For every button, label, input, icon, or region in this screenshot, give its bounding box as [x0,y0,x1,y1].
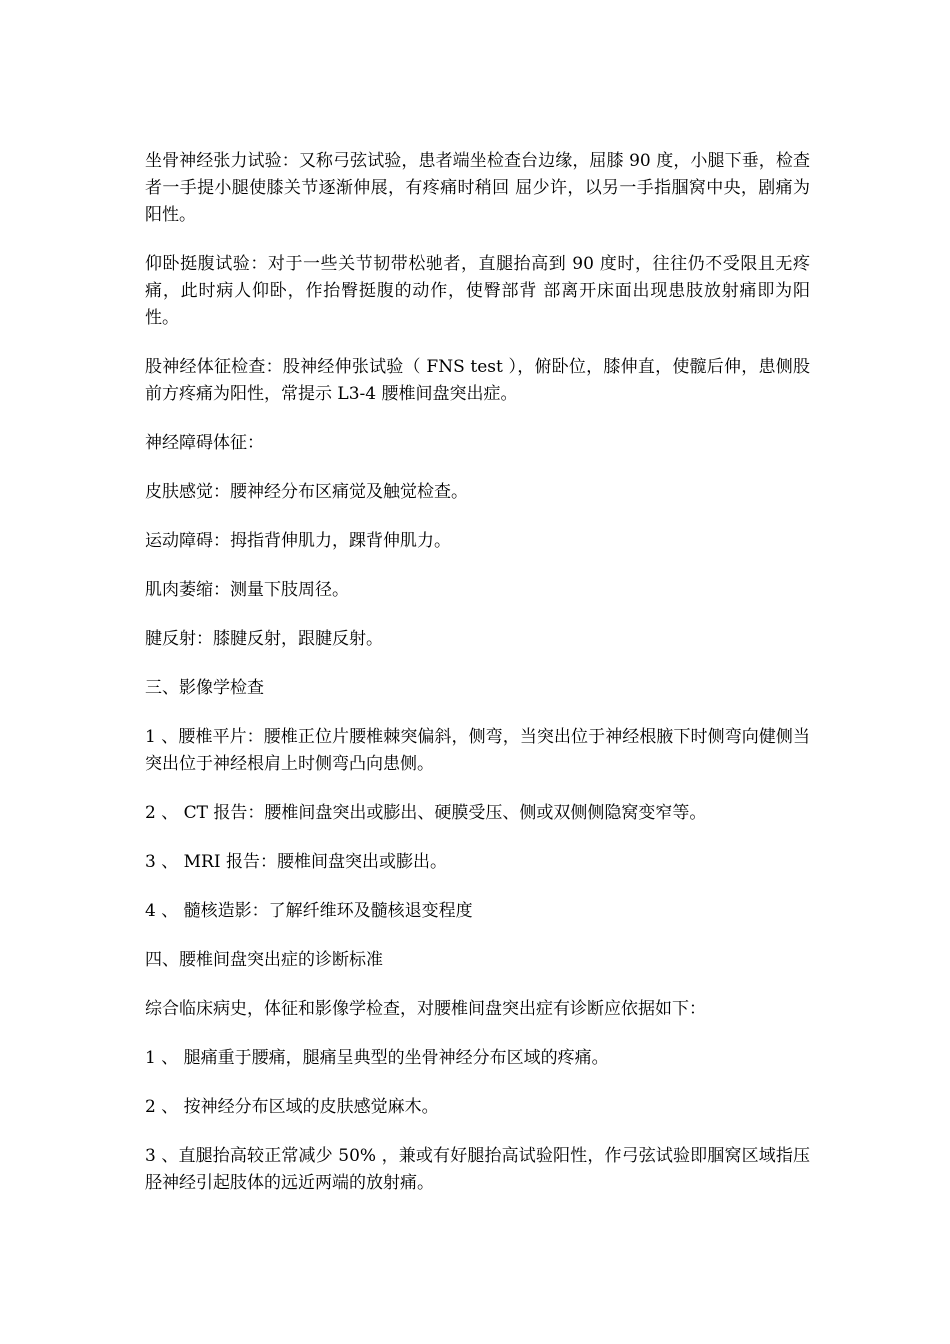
section-heading-imaging: 三、影像学检查 [145,678,264,698]
list-item-criterion-1: 1 、 腿痛重于腰痛，腿痛呈典型的坐骨神经分布区域的疼痛。 [145,1048,609,1068]
document-body [145,148,810,1219]
paragraph-skin-sensation: 皮肤感觉：腰神经分布区痛觉及触觉检查。 [145,482,468,502]
paragraph-tendon-reflex: 腱反射：膝腱反射，跟腱反射。 [145,629,383,649]
paragraph-supine-bridge-test: 仰卧挺腹试验：对于一些关节韧带松驰者，直腿抬高到 90 度时，往往仍不受限且无疼痛，此时病人仰卧，作抬臀挺腹的动作，使臀部背 部离开床面出现患肢放射痛即为阳性。 [145,254,810,328]
paragraph-nerve-deficit-signs: 神经障碍体征： [145,433,264,453]
list-item-criterion-2: 2 、 按神经分布区域的皮肤感觉麻木。 [145,1097,439,1117]
paragraph-criteria-intro: 综合临床病史，体征和影像学检查，对腰椎间盘突出症有诊断应依据如下： [145,999,706,1019]
section-heading-diagnostic-criteria: 四、腰椎间盘突出症的诊断标准 [145,950,383,970]
paragraph-sciatic-tension-test: 坐骨神经张力试验：又称弓弦试验，患者端坐检查台边缘，屈膝 90 度，小腿下垂，检查者一手提小腿使膝关节逐渐伸展，有疼痛时稍回 屈少许，以另一手指腘窝中央，剧痛为阳性。 [145,151,810,225]
list-item-mri: 3 、 MRI 报告：腰椎间盘突出或膨出。 [145,852,447,872]
list-item-ct: 2 、 CT 报告：腰椎间盘突出或膨出、硬膜受压、侧或双侧侧隐窝变窄等。 [145,803,707,823]
paragraph-muscle-atrophy: 肌肉萎缩：测量下肢周径。 [145,580,349,600]
paragraph-femoral-nerve-test: 股神经体征检查：股神经伸张试验（ FNS test ），俯卧位，膝伸直，使髋后伸，患侧股前方疼痛为阳性，常提示 L3-4 腰椎间盘突出症。 [145,357,810,404]
paragraph-motor-deficit: 运动障碍：拇指背伸肌力，踝背伸肌力。 [145,531,451,551]
list-item-xray: 1 、腰椎平片：腰椎正位片腰椎棘突偏斜，侧弯，当突出位于神经根腋下时侧弯向健侧当突出位于神经根肩上时侧弯凸向患侧。 [145,727,810,774]
list-item-criterion-3: 3 、直腿抬高较正常减少 50% ，兼或有好腿抬高试验阳性，作弓弦试验即腘窝区域指压胫神经引起肢体的远近两端的放射痛。 [145,1146,810,1193]
list-item-discography: 4 、 髓核造影：了解纤维环及髓核退变程度 [145,901,473,921]
